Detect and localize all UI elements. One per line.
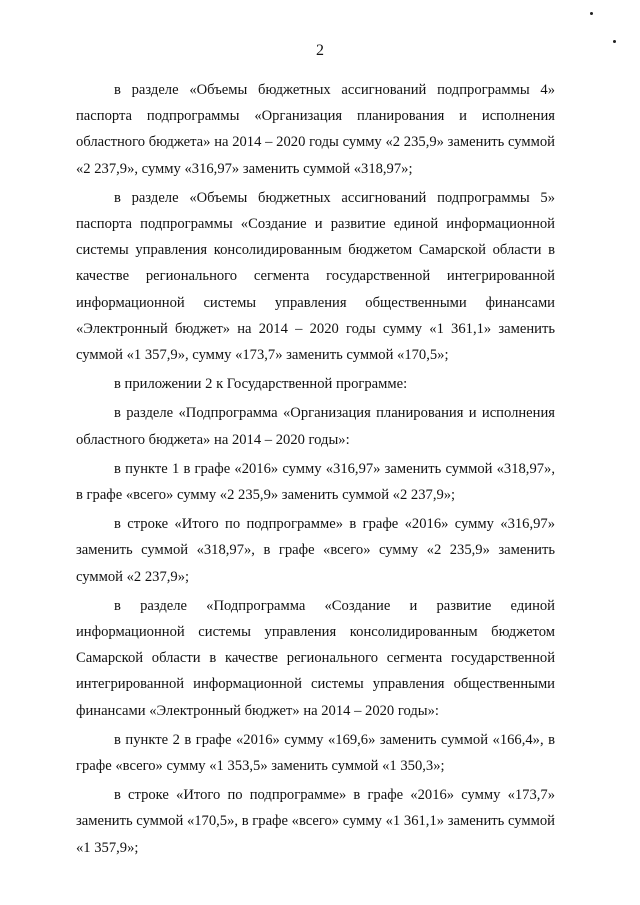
- scan-speck: [590, 12, 593, 15]
- paragraph-3: в приложении 2 к Государственной программе:: [114, 376, 408, 393]
- document-body: [76, 77, 555, 861]
- page-number: 2: [316, 42, 324, 59]
- paragraph-7: в разделе «Подпрограмма «Создание и развитие единой информационной системы управления консолидированным бюджетом Самарской области в качестве регионального сегмента государственной интегрированной информационной системы управления общественными финансами «Электронный бюджет» на 2014 – 2020 годы»:: [76, 597, 555, 719]
- paragraph-9: в строке «Итого по подпрограмме» в графе «2016» сумму «173,7» заменить суммой «170,5», в графе «всего» сумму «1 361,1» заменить суммой «1 357,9»;: [76, 787, 555, 856]
- paragraph-1: в разделе «Объемы бюджетных ассигнований подпрограммы 4» паспорта подпрограммы «Организация планирования и исполнения областного бюджета» на 2014 – 2020 годы сумму «2 235,9» заменить суммой «2 237,9», сумму «316,97» заменить суммой «318,97»;: [76, 82, 555, 177]
- paragraph-8: в пункте 2 в графе «2016» сумму «169,6» заменить суммой «166,4», в графе «всего» сумму «1 353,5» заменить суммой «1 350,3»;: [76, 731, 555, 775]
- paragraph-5: в пункте 1 в графе «2016» сумму «316,97» заменить суммой «318,97», в графе «всего» сумму «2 235,9» заменить суммой «2 237,9»;: [76, 460, 555, 504]
- paragraph-6: в строке «Итого по подпрограмме» в графе «2016» сумму «316,97» заменить суммой «318,97», в графе «всего» сумму «2 235,9» заменить суммой «2 237,9»;: [76, 516, 555, 585]
- paragraph-2: в разделе «Объемы бюджетных ассигнований подпрограммы 5» паспорта подпрограммы «Создание и развитие единой информационной системы управления консолидированным бюджетом Самарской области в качестве регионального сегмента государственной интегрированной информационной системы управления общественными финансами «Электронный бюджет» на 2014 – 2020 годы сумму «1 361,1» заменить суммой «1 357,9», сумму «173,7» заменить суммой «170,5»;: [76, 189, 555, 364]
- paragraph-4: в разделе «Подпрограмма «Организация планирования и исполнения областного бюджета» на 2014 – 2020 годы»:: [76, 405, 555, 448]
